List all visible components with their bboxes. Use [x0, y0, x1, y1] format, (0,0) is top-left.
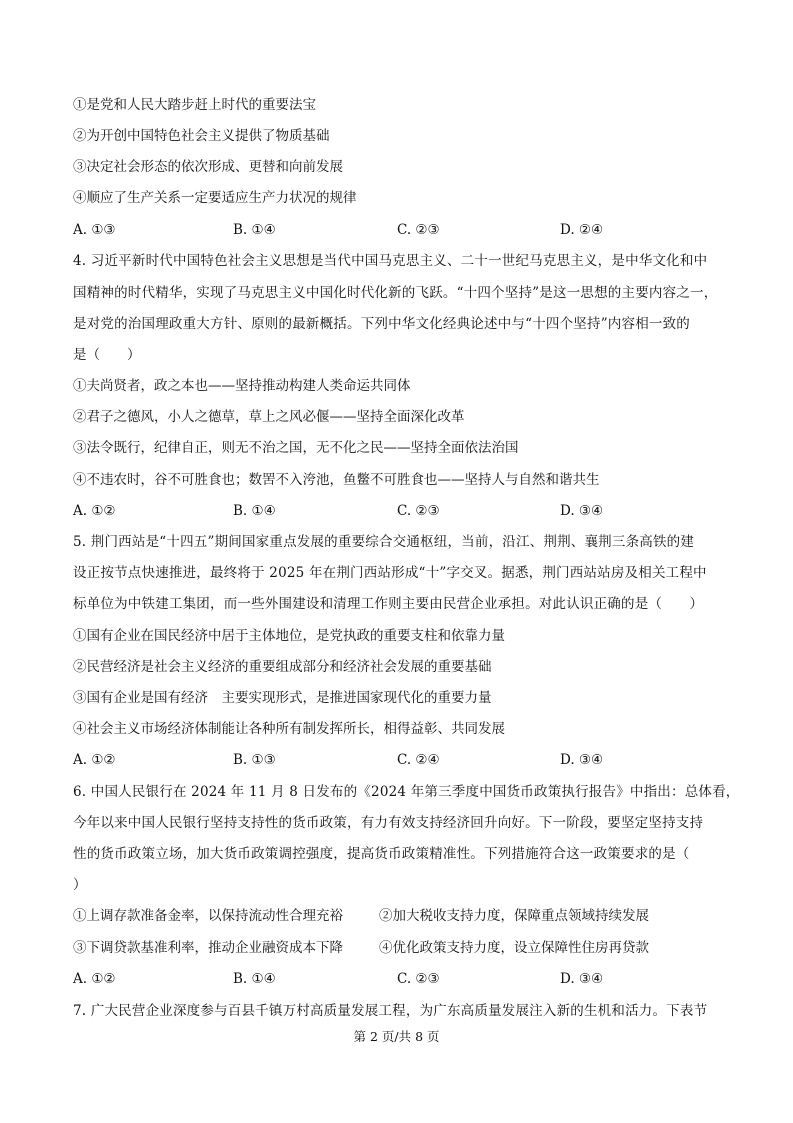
q6-items-row-1	[73, 906, 733, 926]
q4-item-2: ②君子之德风，小人之德草，草上之风必偃——坚持全面深化改革	[73, 409, 465, 425]
q4-options	[73, 501, 733, 521]
q4-stem-line-4: 是（ ）	[73, 347, 141, 363]
q5-option-c: C. ②④	[397, 752, 440, 768]
q5-stem-line-2: 设正按节点快速推进，最终将于 2025 年在荆门西站形成“十”字交叉。据悉，荆门西站站房及相关工程中	[73, 565, 707, 581]
q5-stem-line-3: 标单位为中铁建工集团，而一些外围建设和清理工作则主要由民营企业承担。对此认识正确的是（ ）	[73, 596, 704, 612]
q3-item-3: ③决定社会形态的依次形成、更替和向前发展	[73, 159, 343, 175]
q6-item-2: ②加大税收支持力度，保障重点领域持续发展	[379, 908, 649, 924]
q6-option-a: A. ①②	[73, 971, 116, 987]
q3-item-1: ①是党和人民大踏步赶上时代的重要法宝	[73, 97, 316, 113]
q5-item-4: ④社会主义市场经济体制能让各种所有制发挥所长，相得益彰、共同发展	[73, 721, 505, 737]
q3-option-b: B. ①④	[233, 222, 276, 238]
q3-option-a: A. ①③	[73, 222, 116, 238]
q5-item-3: ③国有企业是国有经济 主要实现形式，是推进国家现代化的重要力量	[73, 690, 492, 706]
q4-option-b: B. ①④	[233, 503, 276, 519]
q6-stem-line-3: 性的货币政策立场，加大货币政策调控强度，提高货币政策精准性。下列措施符合这一政策要求的是（	[73, 846, 690, 862]
q6-option-c: C. ②③	[397, 971, 440, 987]
q5-item-2: ②民营经济是社会主义经济的重要组成部分和经济社会发展的重要基础	[73, 659, 492, 675]
q5-stem-line-1: 5. 荆门西站是“十四五”期间国家重点发展的重要综合交通枢纽，当前，沿江、荆荆、襄荆三条高铁的建	[73, 534, 695, 550]
q5-item-1: ①国有企业在国民经济中居于主体地位，是党执政的重要支柱和依靠力量	[73, 628, 505, 644]
q3-option-c: C. ②③	[397, 222, 440, 238]
q4-option-c: C. ②③	[397, 503, 440, 519]
q6-stem-line-1: 6. 中国人民银行在 2024 年 11 月 8 日发布的《2024 年第三季度中国货币政策执行报告》中指出：总体看，	[73, 784, 740, 800]
q6-item-4: ④优化政策支持力度，设立保障性住房再贷款	[379, 940, 649, 956]
q4-option-a: A. ①②	[73, 503, 116, 519]
q3-options	[73, 220, 733, 240]
q4-stem-line-1: 4. 习近平新时代中国特色社会主义思想是当代中国马克思主义、二十一世纪马克思主义，是中华文化和中	[73, 253, 708, 269]
q6-item-3: ③下调贷款基准利率，推动企业融资成本下降	[73, 940, 343, 956]
q3-option-d: D. ②④	[560, 222, 604, 238]
q4-option-d: D. ③④	[560, 503, 604, 519]
q4-item-3: ③法令既行，纪律自正，则无不治之国，无不化之民——坚持全面依法治国	[73, 440, 519, 456]
q3-item-4: ④顺应了生产关系一定要适应生产力状况的规律	[73, 190, 357, 206]
q6-option-b: B. ①④	[233, 971, 276, 987]
q6-item-1: ①上调存款准备金率，以保持流动性合理充裕	[73, 908, 343, 924]
q4-item-1: ①夫尚贤者，政之本也——坚持推动构建人类命运共同体	[73, 378, 411, 394]
q5-options	[73, 750, 733, 770]
q4-stem-line-2: 国精神的时代精华，实现了马克思主义中国化时代化新的飞跃。“十四个坚持”是这一思想的主要内容之一，	[73, 285, 718, 301]
q6-options	[73, 969, 733, 989]
q4-item-4: ④不违农时，谷不可胜食也；数罟不入洿池，鱼鳖不可胜食也——坚持人与自然和谐共生	[73, 472, 600, 488]
q7-stem-line-1: 7. 广大民营企业深度参与百县千镇万村高质量发展工程，为广东高质量发展注入新的生机和活力。下表节	[73, 1003, 708, 1019]
q6-stem-line-2: 今年以来中国人民银行坚持支持性的货币政策，有力有效支持经济回升向好。下一阶段，要坚定坚持支持	[73, 815, 704, 831]
q5-option-b: B. ①③	[233, 752, 276, 768]
q5-option-a: A. ①②	[73, 752, 116, 768]
page-footer: 第 2 页/共 8 页	[353, 1029, 440, 1044]
q6-option-d: D. ③④	[560, 971, 604, 987]
q3-item-2: ②为开创中国特色社会主义提供了物质基础	[73, 128, 330, 144]
q5-option-d: D. ③④	[560, 752, 604, 768]
q6-items-row-2	[73, 938, 733, 958]
q4-stem-line-3: 是对党的治国理政重大方针、原则的最新概括。下列中华文化经典论述中与“十四个坚持”内容相一致的	[73, 316, 691, 332]
q6-stem-line-4: ）	[73, 877, 87, 893]
